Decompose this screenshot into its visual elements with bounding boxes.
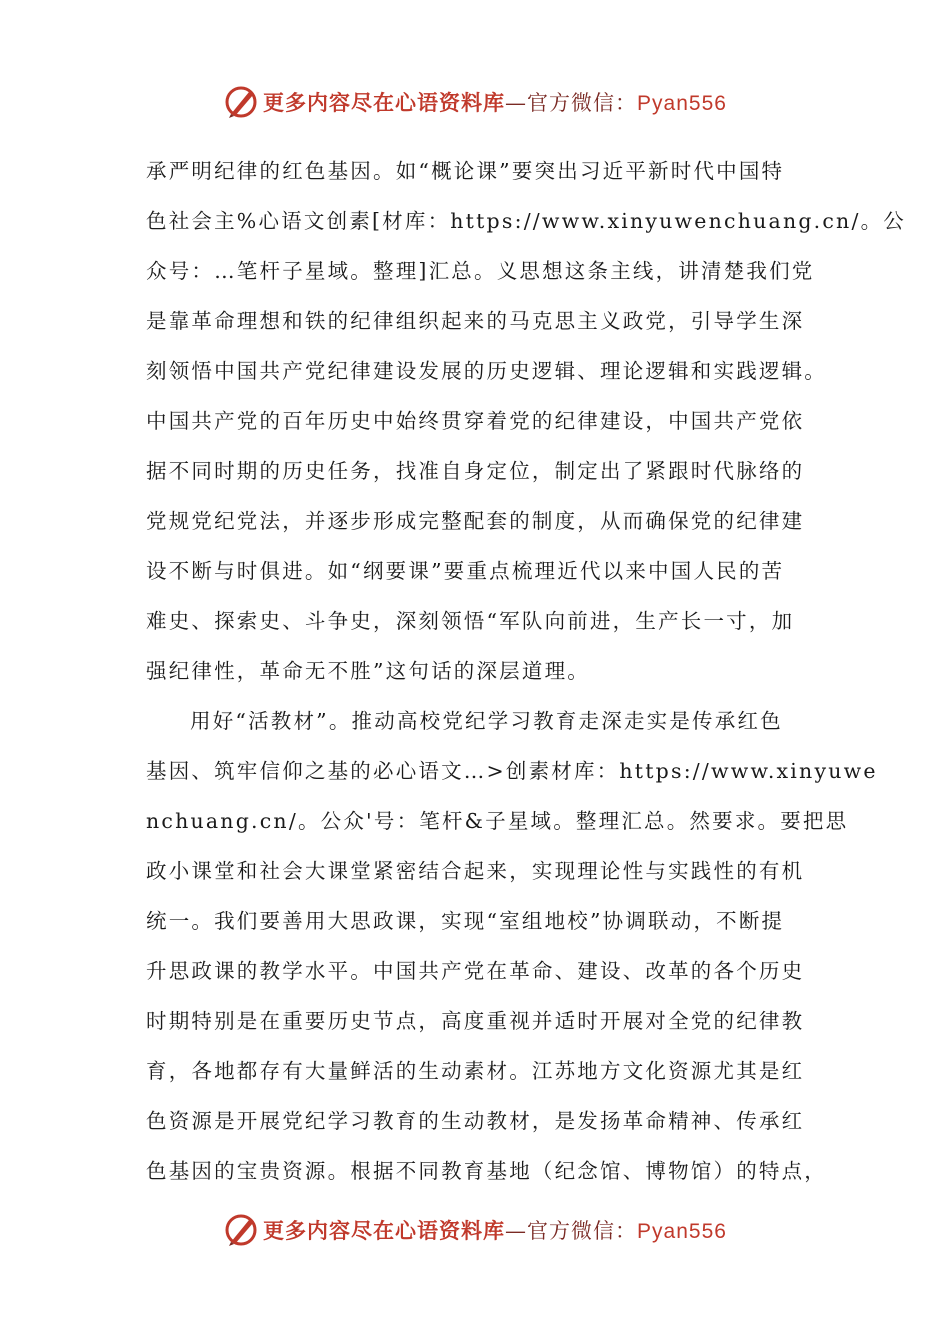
body-line: 育，各地都存有大量鲜活的生动素材。江苏地方文化资源尤其是红	[146, 1059, 805, 1083]
body-line: 据不同时期的历史任务，找准自身定位，制定出了紧跟时代脉络的	[146, 459, 805, 483]
body-line: 承严明纪律的红色基因。如“概论课”要突出习近平新时代中国特	[146, 159, 785, 183]
body-line: 党规党纪党法，并逐步形成完整配套的制度，从而确保党的纪律建	[146, 509, 805, 533]
body-line: 刻领悟中国共产党纪律建设发展的历史逻辑、理论逻辑和实践逻辑。	[146, 359, 827, 383]
header-banner-main: 更多内容尽在心语资料库	[263, 90, 506, 115]
body-line: 是靠革命理想和铁的纪律组织起来的马克思主义政党，引导学生深	[146, 309, 805, 333]
body-line: 中国共产党的百年历史中始终贯穿着党的纪律建设，中国共产党依	[146, 409, 805, 433]
footer-banner-main: 更多内容尽在心语资料库	[263, 1218, 506, 1243]
body-line: 强纪律性，革命无不胜”这句话的深层道理。	[146, 659, 590, 683]
footer-banner-text	[263, 1215, 727, 1245]
header-banner	[0, 80, 950, 124]
pen-logo-icon	[223, 1212, 259, 1248]
body-line: 色资源是开展党纪学习教育的生动教材，是发扬革命精神、传承红	[146, 1109, 805, 1133]
body-line: 基因、筑牢信仰之基的必心语文…>创素材库：https://www.xinyuwe	[146, 759, 878, 783]
body-line: 政小课堂和社会大课堂紧密结合起来，实现理论性与实践性的有机	[146, 859, 805, 883]
body-line: 众号：…笔杆子星域。整理]汇总。义思想这条主线，讲清楚我们党	[146, 259, 815, 283]
body-line: 时期特别是在重要历史节点，高度重视并适时开展对全党的纪律教	[146, 1009, 805, 1033]
body-line: 难史、探索史、斗争史，深刻领悟“军队向前进，生产长一寸，加	[146, 609, 795, 633]
document-body	[146, 146, 906, 1196]
header-banner-text	[263, 87, 727, 117]
body-line: nchuang.cn/。公众'号：笔杆&子星域。整理汇总。然要求。要把思	[146, 809, 849, 833]
body-line: 色社会主%心语文创素[材库：https://www.xinyuwenchuang.cn/。公	[146, 209, 906, 233]
body-line: 色基因的宝贵资源。根据不同教育基地（纪念馆、博物馆）的特点，	[146, 1159, 827, 1183]
body-line: 统一。我们要善用大思政课，实现“室组地校”协调联动，不断提	[146, 909, 785, 933]
body-line: 设不断与时俱进。如“纲要课”要重点梳理近代以来中国人民的苦	[146, 559, 785, 583]
footer-banner	[0, 1208, 950, 1252]
paragraph-start-line: 用好“活教材”。推动高校党纪学习教育走深走实是传承红色	[190, 709, 783, 733]
footer-banner-id: Pyan556	[637, 1220, 727, 1243]
pen-logo-icon	[223, 84, 259, 120]
footer-banner-sub: —官方微信：	[505, 1219, 638, 1243]
header-banner-sub: —官方微信：	[505, 91, 638, 115]
header-banner-id: Pyan556	[637, 92, 727, 115]
body-line: 升思政课的教学水平。中国共产党在革命、建设、改革的各个历史	[146, 959, 805, 983]
